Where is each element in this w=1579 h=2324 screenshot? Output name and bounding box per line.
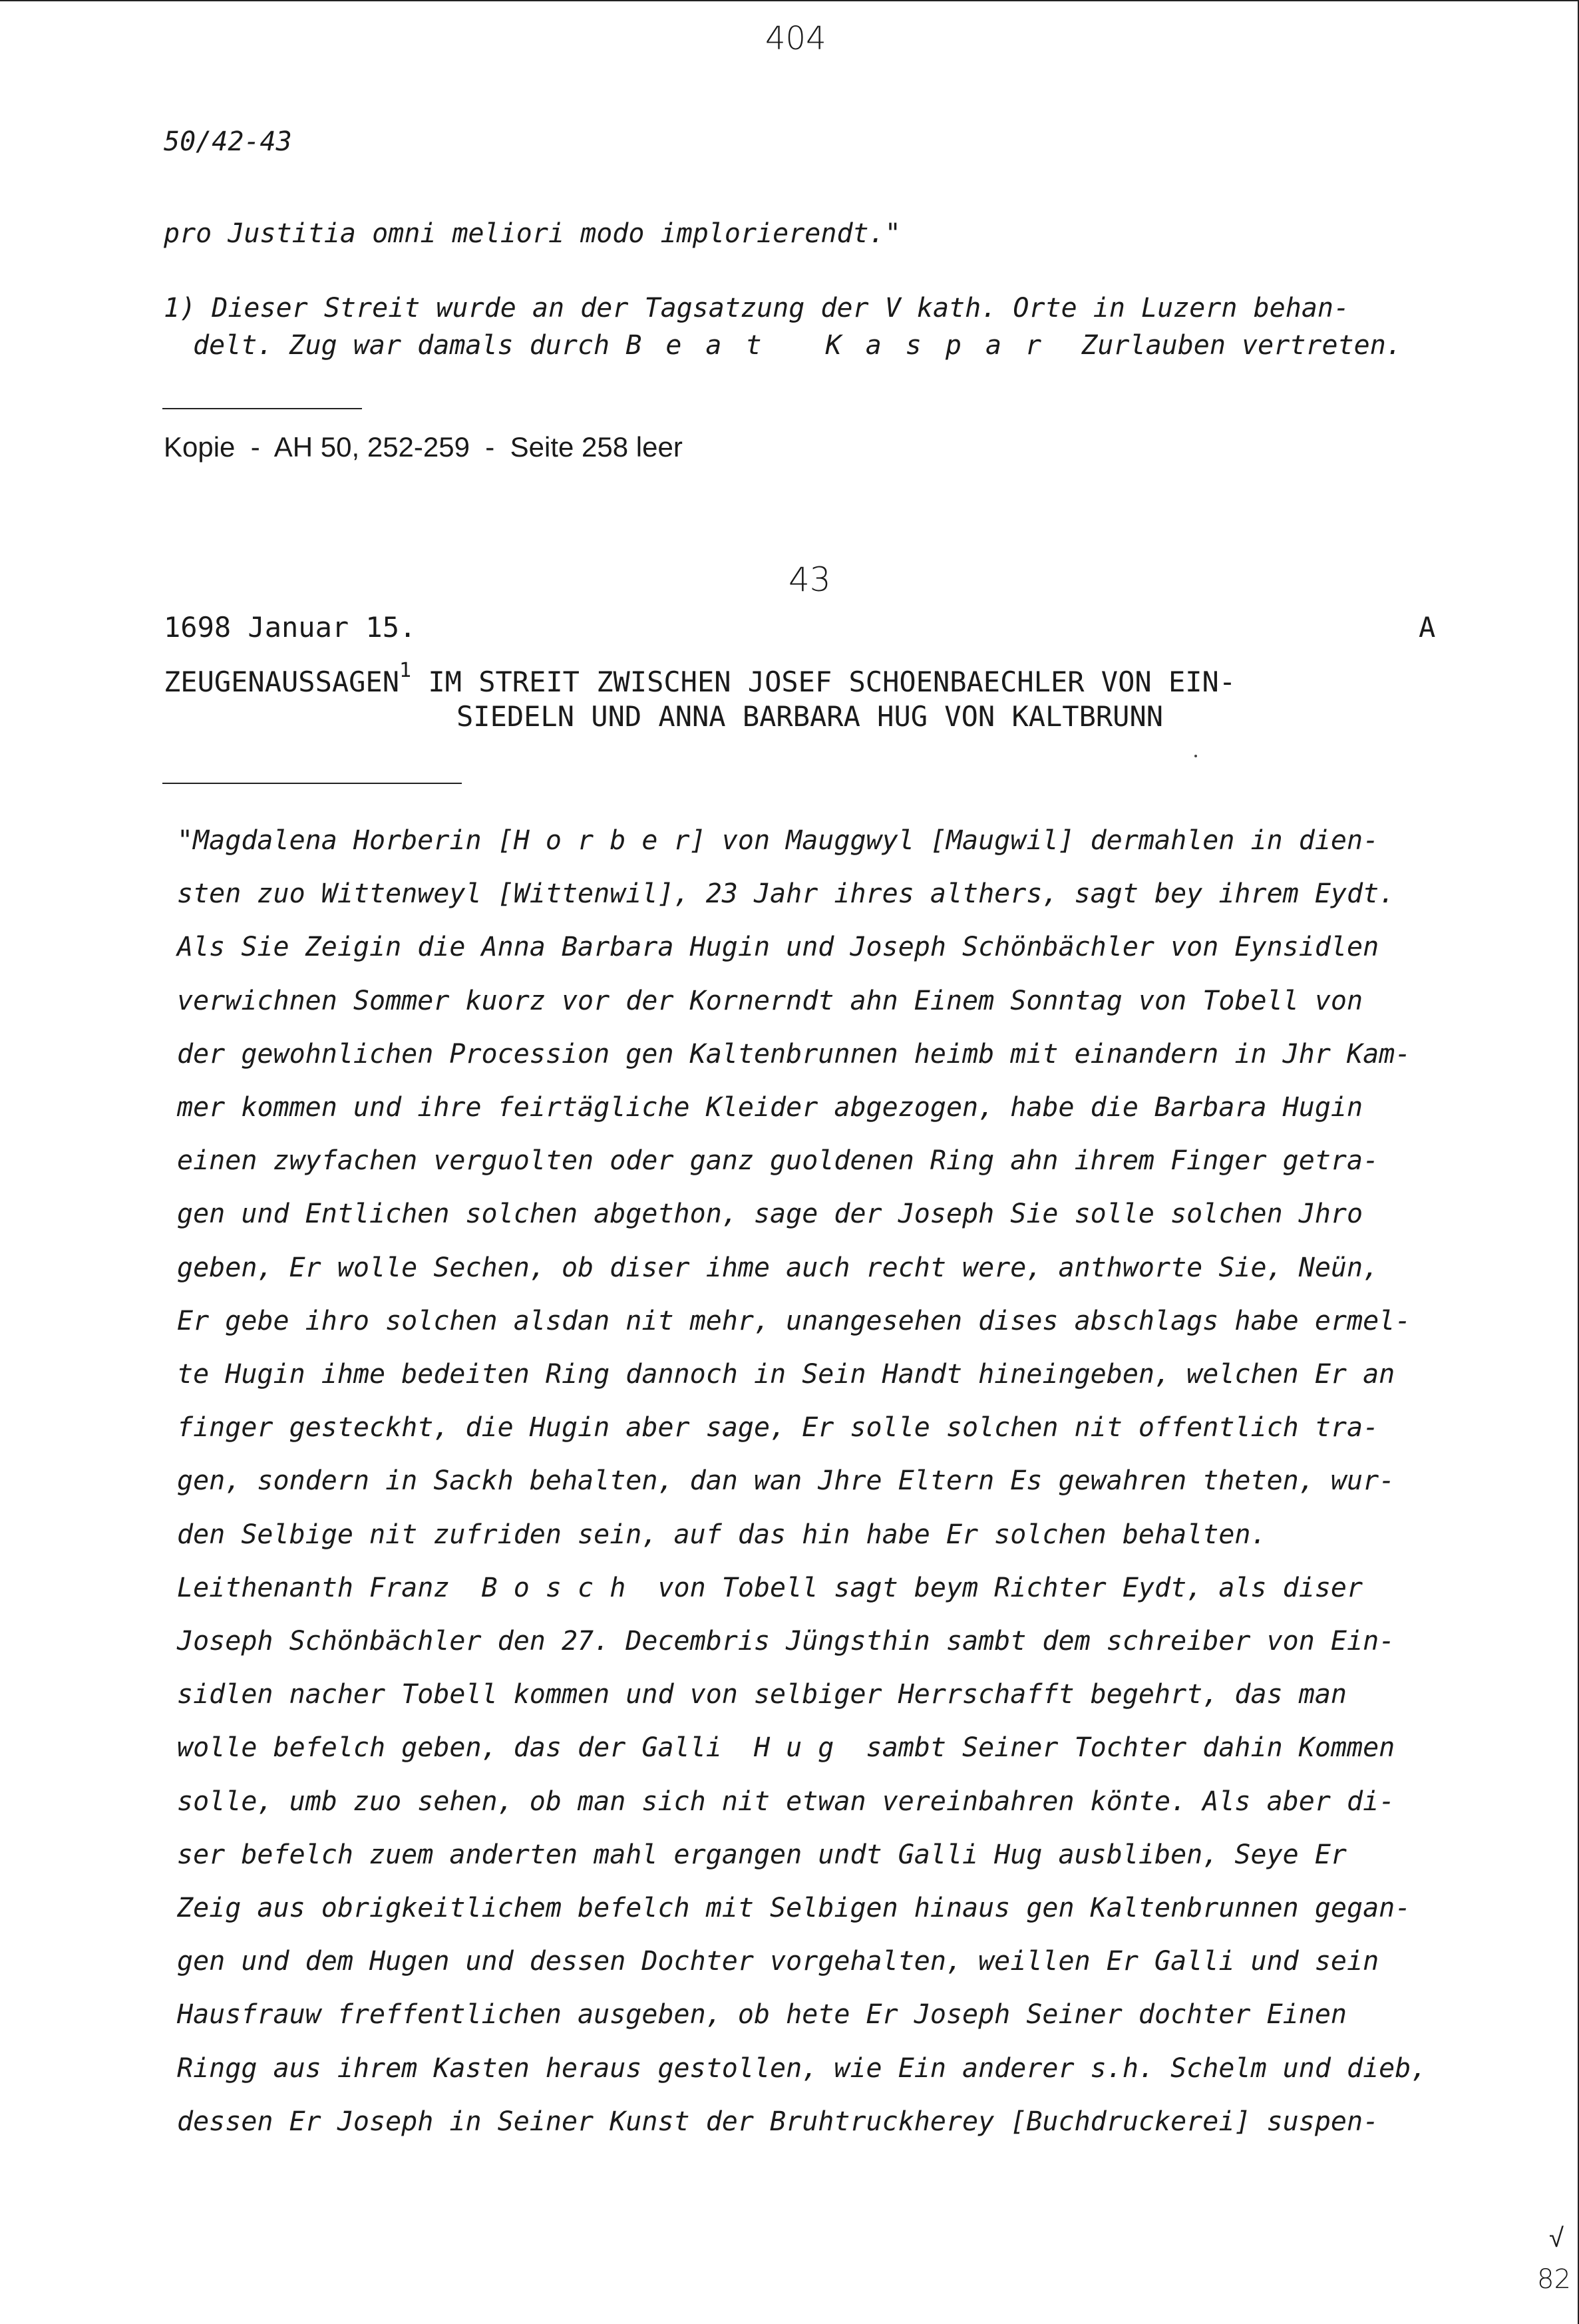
- body-line: einen zwyfachen verguolten oder ganz guoldenen Ring ahn ihrem Finger getra-: [177, 1145, 1379, 1176]
- footnote-number: 1): [164, 293, 196, 323]
- body-line: geben, Er wolle Sechen, ob diser ihme auch recht were, anthworte Sie, Neün,: [177, 1253, 1379, 1283]
- page-border-top: [0, 0, 1579, 1]
- body-line: der gewohnlichen Procession gen Kaltenbrunnen heimb mit einandern in Jhr Kam-: [177, 1039, 1411, 1069]
- separator-rule: [162, 408, 362, 409]
- footnote-marker: 1: [399, 659, 412, 682]
- body-line: sidlen nacher Tobell kommen und von selbiger Herrschafft begehrt, das man: [177, 1679, 1347, 1710]
- body-line: te Hugin ihme bedeiten Ring dannoch in Sein Handt hineingeben, welchen Er an: [177, 1359, 1395, 1390]
- footnote-person-name: Beat Kaspar: [625, 330, 1066, 361]
- footnote-line-1: [164, 293, 1349, 323]
- title-heading-rest: IM STREIT ZWISCHEN JOSEF SCHOENBAECHLER VON EIN-: [411, 666, 1236, 698]
- body-line: Ringg aus ihrem Kasten heraus gestollen, wie Ein anderer s.h. Schelm und dieb,: [177, 2053, 1427, 2084]
- document-title-line-1: [164, 659, 1236, 698]
- archive-reference: 50/42-43: [164, 126, 292, 157]
- body-line: wolle befelch geben, das der Galli H u g sambt Seiner Tochter dahin Kommen: [177, 1732, 1395, 1763]
- body-line: Hausfrauw freffentlichen ausgeben, ob hete Er Joseph Seiner dochter Einen: [177, 1999, 1347, 2030]
- body-line: ser befelch zuem anderten mahl ergangen undt Galli Hug ausbliben, Seye Er: [177, 1840, 1347, 1870]
- body-line: "Magdalena Horberin [H o r b e r] von Mauggwyl [Maugwil] dermahlen in dien-: [177, 825, 1379, 856]
- body-line: mer kommen und ihre feirtägliche Kleider abgezogen, habe die Barbara Hugin: [177, 1092, 1363, 1123]
- body-line: den Selbige nit zufriden sein, auf das hin habe Er solchen behalten.: [177, 1519, 1267, 1550]
- footnote-line-2: [193, 330, 1402, 361]
- body-line: dessen Er Joseph in Seiner Kunst der Bruhtruckherey [Buchdruckerei] suspen-: [177, 2106, 1379, 2137]
- body-line: gen und Entlichen solchen abgethon, sage der Joseph Sie solle solchen Jhro: [177, 1199, 1363, 1229]
- body-line: gen und dem Hugen und dessen Dochter vorgehalten, weillen Er Galli und sein: [177, 1946, 1379, 1977]
- body-line: Joseph Schönbächler den 27. Decembris Jüngsthin sambt dem schreiber von Ein-: [177, 1626, 1395, 1656]
- body-line: finger gesteckht, die Hugin aber sage, Er solle solchen nit offentlich tra-: [177, 1412, 1379, 1443]
- handwritten-page-number: 404: [765, 20, 826, 57]
- folio-number: 82: [1537, 2264, 1571, 2295]
- body-line: Zeig aus obrigkeitlichem befelch mit Selbigen hinaus gen Kaltenbrunnen gegan-: [177, 1893, 1411, 1923]
- document-title-line-2: SIEDELN UND ANNA BARBARA HUG VON KALTBRUNN: [456, 700, 1164, 733]
- document-letter: A: [1419, 611, 1436, 644]
- ink-speck: [1194, 755, 1197, 757]
- check-mark: √: [1549, 2223, 1564, 2253]
- body-line: Er gebe ihro solchen alsdan nit mehr, unangesehen dises abschlags habe ermel-: [177, 1306, 1411, 1336]
- body-line: gen, sondern in Sackh behalten, dan wan Jhre Eltern Es gewahren theten, wur-: [177, 1465, 1395, 1496]
- body-line: sten zuo Wittenweyl [Wittenwil], 23 Jahr ihres althers, sagt bey ihrem Eydt.: [177, 878, 1395, 909]
- body-line: Als Sie Zeigin die Anna Barbara Hugin und Joseph Schönbächler von Eynsidlen: [177, 932, 1379, 962]
- title-separator-rule: [162, 783, 462, 784]
- footnote-text: Dieser Streit wurde an der Tagsatzung der V kath. Orte in Luzern behan-: [212, 293, 1350, 323]
- title-heading: ZEUGENAUSSAGEN: [164, 666, 400, 698]
- body-line: Leithenanth Franz B o s c h von Tobell sagt beym Richter Eydt, als diser: [177, 1573, 1363, 1603]
- document-date: 1698 Januar 15.: [164, 611, 417, 644]
- footnote-text-before: delt. Zug war damals durch: [193, 330, 610, 361]
- body-line: verwichnen Sommer kuorz vor der Kornerndt ahn Einem Sonntag von Tobell von: [177, 986, 1363, 1016]
- footnote-text-after: Zurlauben vertreten.: [1081, 330, 1402, 361]
- body-line: solle, umb zuo sehen, ob man sich nit etwan vereinbahren könte. Als aber di-: [177, 1786, 1395, 1817]
- copy-note: Kopie - AH 50, 252-259 - Seite 258 leer: [164, 431, 683, 463]
- closing-quote-line: pro Justitia omni meliori modo implorierendt.": [164, 218, 901, 249]
- document-number: 43: [789, 560, 831, 599]
